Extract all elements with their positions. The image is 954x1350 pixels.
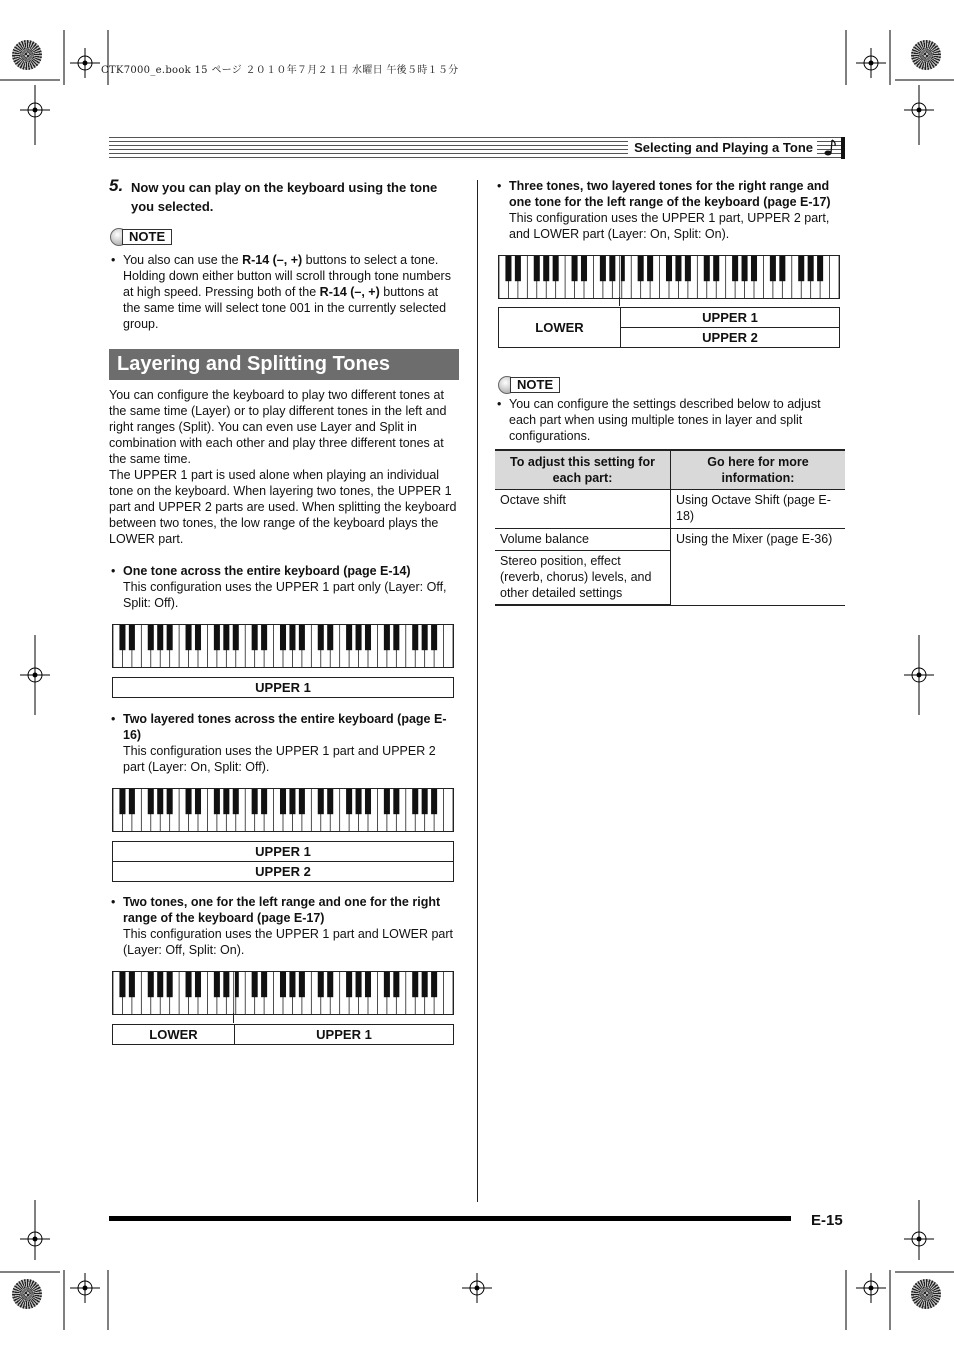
table-cell: Stereo position, effect (reverb, chorus) levels, and other detailed settings bbox=[495, 551, 671, 606]
table-row bbox=[495, 490, 845, 529]
button-ref: R-14 (–, +) bbox=[242, 253, 303, 267]
split-point-line bbox=[233, 1013, 234, 1023]
note-text: buttons to select a tone. Holding down either button will scroll through tone numbers at high speed. Pressing both of the bbox=[123, 253, 451, 299]
config-desc: This configuration uses the UPPER 1 part, UPPER 2 part, and LOWER part (Layer: On, Split: On). bbox=[509, 211, 830, 241]
note-list-1 bbox=[109, 252, 457, 332]
config-item-2 bbox=[109, 711, 459, 775]
part-label: UPPER 2 bbox=[621, 328, 840, 348]
part-label: UPPER 1 bbox=[621, 308, 840, 328]
footer-rule bbox=[109, 1216, 791, 1221]
button-ref: R-14 (–, +) bbox=[319, 285, 380, 299]
column-header: Go here for more information: bbox=[671, 450, 846, 490]
part-label: UPPER 2 bbox=[113, 862, 454, 882]
keyboard-diagram bbox=[112, 624, 454, 668]
part-table bbox=[112, 841, 454, 882]
note-text: You also can use the bbox=[123, 253, 243, 267]
note-list-2 bbox=[495, 396, 843, 444]
intro-text bbox=[109, 387, 459, 547]
table-cell: Octave shift bbox=[495, 490, 671, 529]
column-divider bbox=[477, 180, 478, 1202]
note-text: buttons at the same time will select tone 001 in the currently selected group. bbox=[123, 285, 447, 331]
part-label: UPPER 1 bbox=[113, 678, 454, 698]
note-badge: NOTE bbox=[510, 377, 560, 393]
config-desc: This configuration uses the UPPER 1 part and UPPER 2 part (Layer: On, Split: Off). bbox=[123, 744, 436, 774]
table-row bbox=[495, 529, 845, 551]
config-desc: This configuration uses the UPPER 1 part and LOWER part (Layer: Off, Split: On). bbox=[123, 927, 454, 957]
music-note-icon bbox=[823, 138, 837, 158]
part-label: UPPER 1 bbox=[235, 1025, 454, 1045]
config-title: Two layered tones across the entire keyboard (page E-16) bbox=[123, 712, 447, 742]
keyboard-diagram bbox=[112, 788, 454, 832]
config-desc: This configuration uses the UPPER 1 part only (Layer: Off, Split: Off). bbox=[123, 580, 447, 610]
part-label: LOWER bbox=[113, 1025, 235, 1045]
config-title: Two tones, one for the left range and one for the right range of the keyboard (page E-17) bbox=[123, 895, 441, 925]
config-title: One tone across the entire keyboard (page E-14) bbox=[123, 564, 411, 578]
section-heading: Layering and Splitting Tones bbox=[109, 349, 459, 380]
config-item-4 bbox=[495, 178, 845, 242]
column-header: To adjust this setting for each part: bbox=[495, 450, 671, 490]
note-item bbox=[109, 252, 457, 332]
intro-paragraph-2: The UPPER 1 part is used alone when playing an individual tone on the keyboard. When layering two tones, the UPPER 1 part and UPPER 2 parts are used. When splitting the keyboard between two tones, the low range of the keyboard plays the LOWER part. bbox=[109, 468, 457, 546]
config-item-3 bbox=[109, 894, 459, 958]
config-title: Three tones, two layered tones for the right range and one tone for the left range of the keyboard (page E-17) bbox=[509, 179, 831, 209]
step-5 bbox=[109, 176, 459, 216]
print-slug: CTK7000_e.book 15 ページ ２０１０年７月２１日 水曜日 午後５時１５分 bbox=[101, 65, 459, 76]
note-heading-1 bbox=[110, 228, 172, 246]
step-text: Now you can play on the keyboard using the tone you selected. bbox=[131, 180, 438, 214]
part-table bbox=[112, 1024, 454, 1045]
table-cell: Volume balance bbox=[495, 529, 671, 551]
note-item: • You can configure the settings described below to adjust each part when using multiple tones in layer and split configurations. bbox=[495, 396, 843, 444]
note-badge: NOTE bbox=[122, 229, 172, 245]
running-header bbox=[109, 137, 845, 159]
table-cell: Using the Mixer (page E-36) bbox=[671, 529, 846, 606]
table-cell: Using Octave Shift (page E-18) bbox=[671, 490, 846, 529]
part-label: LOWER bbox=[499, 308, 621, 348]
note-heading-2 bbox=[498, 376, 560, 394]
part-table bbox=[498, 307, 840, 348]
page-number: E-15 bbox=[811, 1212, 843, 1229]
settings-table bbox=[495, 449, 845, 606]
keyboard-diagram bbox=[498, 255, 840, 299]
header-title: Selecting and Playing a Tone bbox=[628, 139, 817, 157]
intro-paragraph-1: You can configure the keyboard to play two different tones at the same time (Layer) or to play different tones in the left and right ranges (Split). You can even use Layer and Split in combination with each other and play three different tones at the same time. bbox=[109, 388, 447, 466]
split-point-line bbox=[619, 297, 620, 306]
part-label: UPPER 1 bbox=[113, 842, 454, 862]
step-number: 5. bbox=[109, 176, 124, 195]
part-table bbox=[112, 677, 454, 698]
config-item-1 bbox=[109, 563, 459, 611]
keyboard-diagram bbox=[112, 971, 454, 1015]
